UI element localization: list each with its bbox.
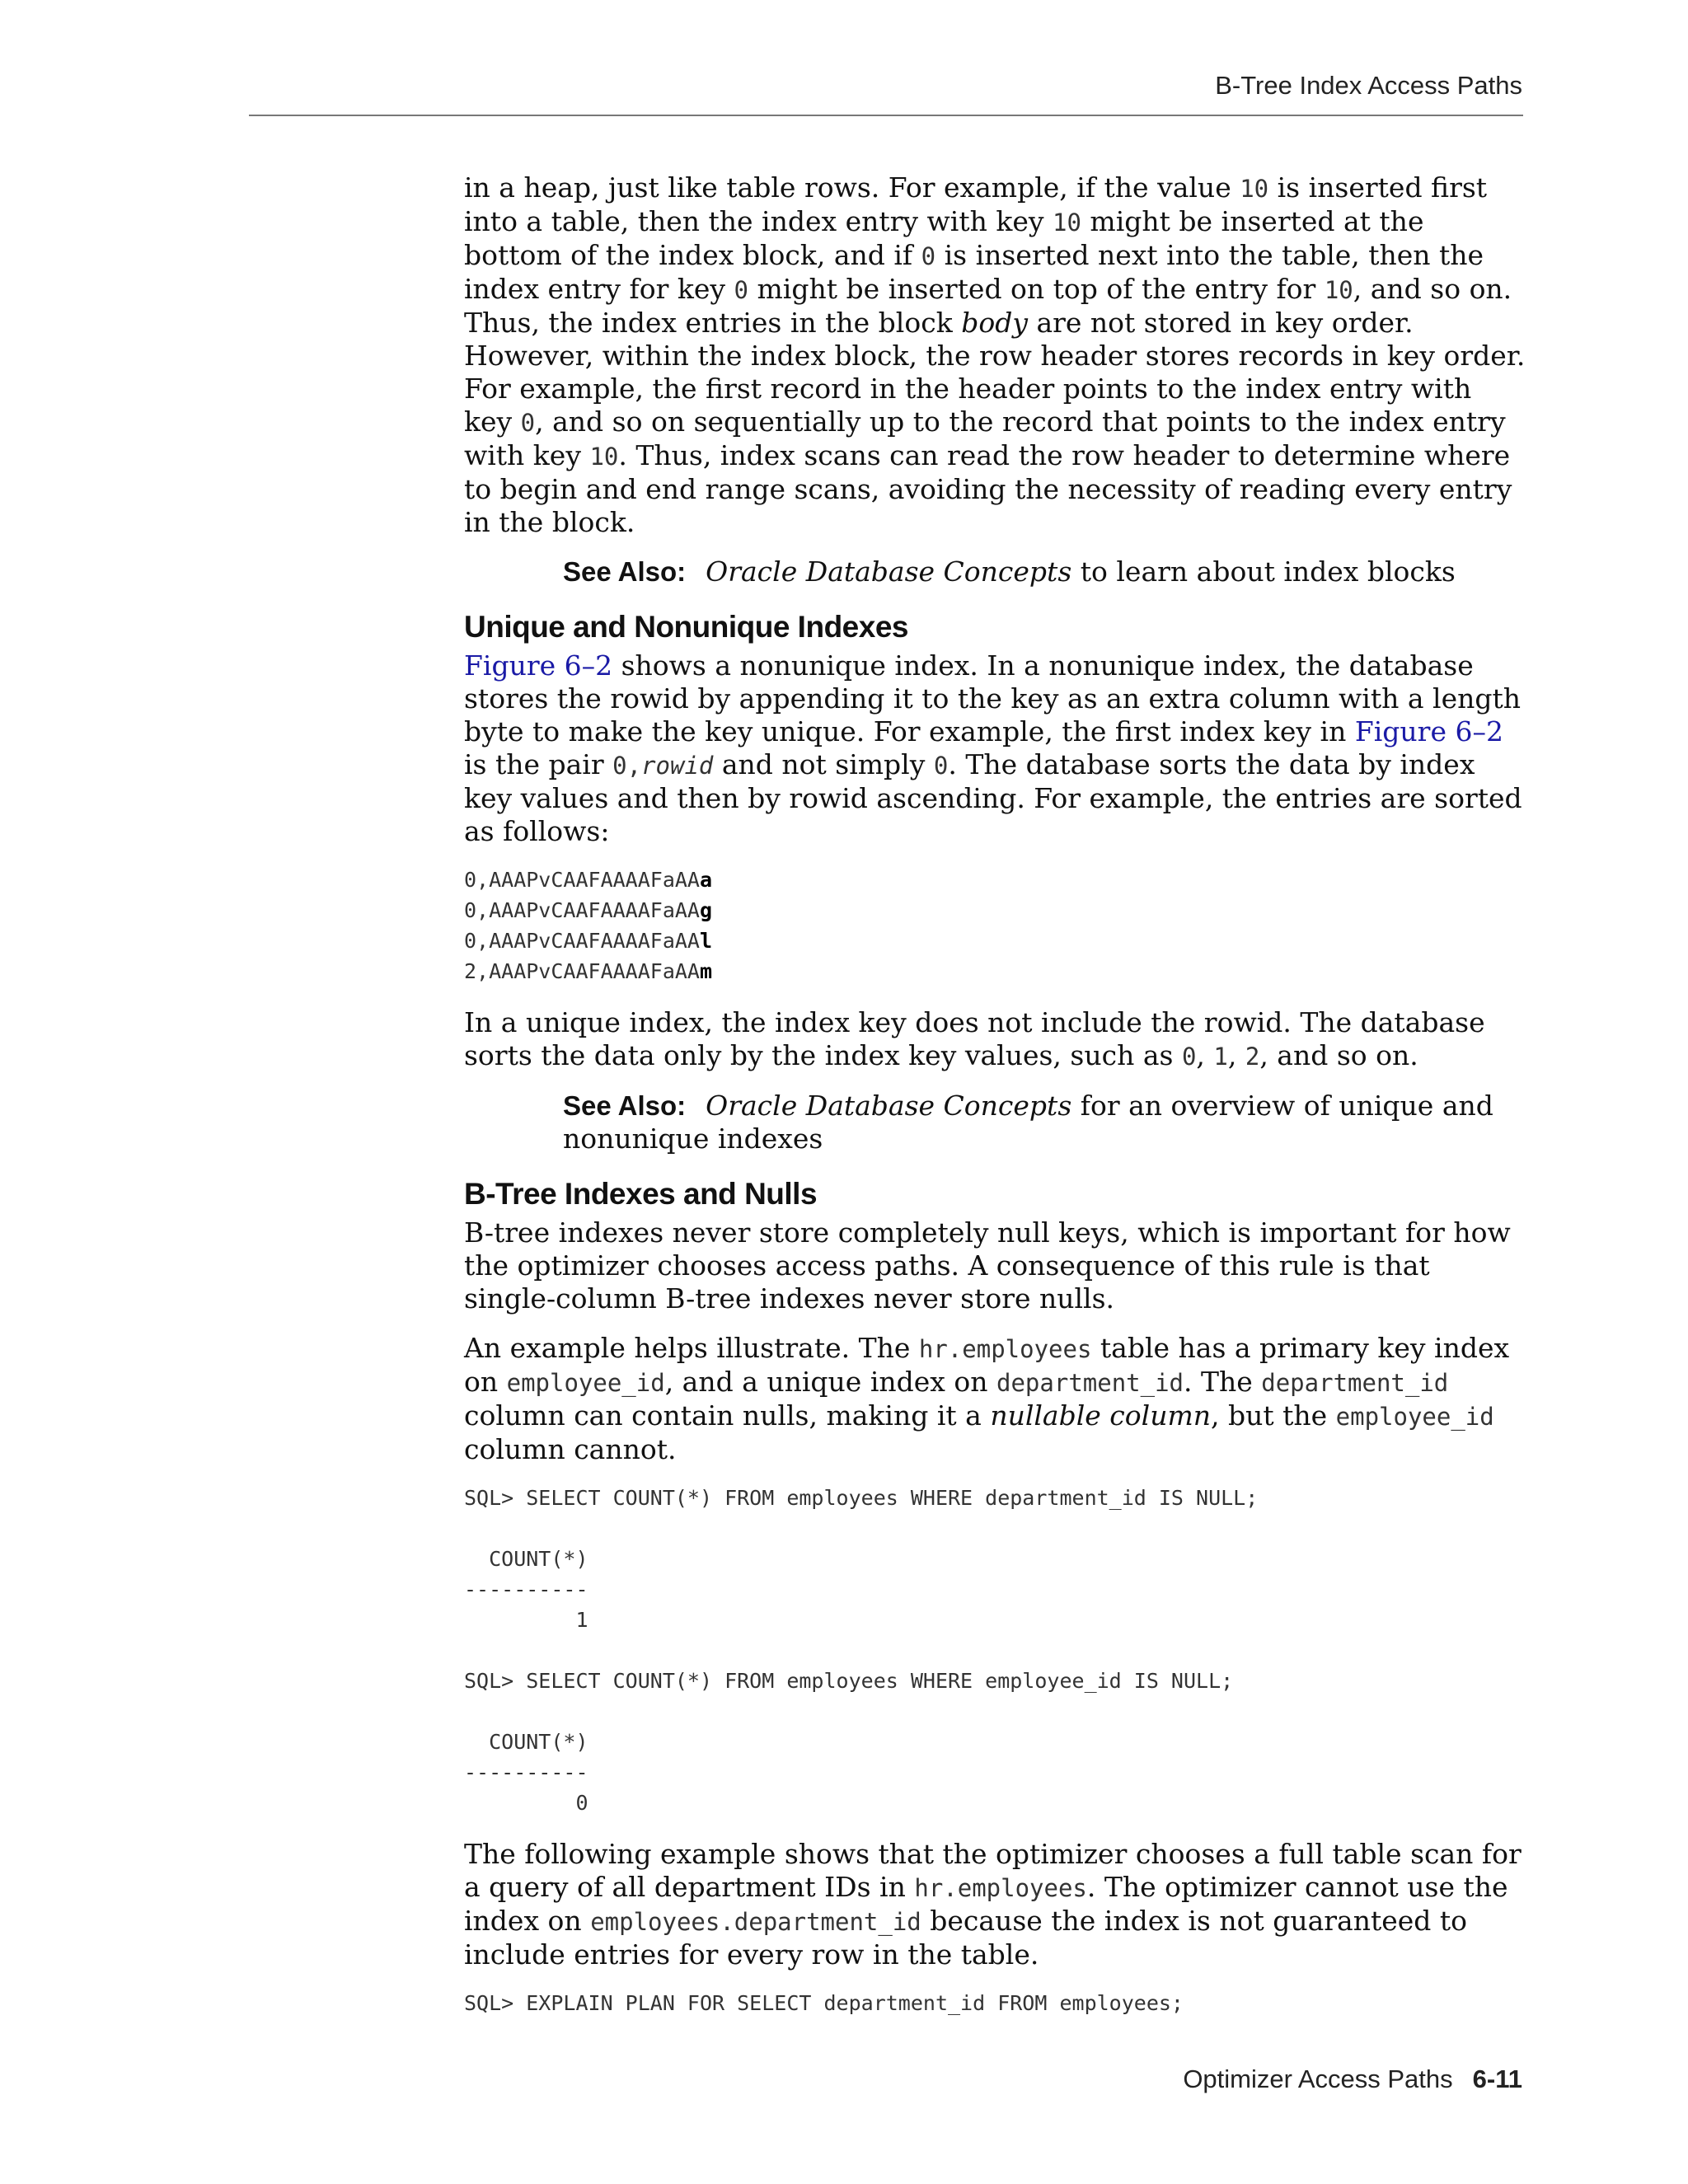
sql-code-block: SQL> EXPLAIN PLAN FOR SELECT department_id FROM employees; (464, 1991, 1184, 2015)
see-also-label: See Also: (563, 1090, 687, 1121)
paragraph-index-block: in a heap, just like table rows. For example, if the value 10 is inserted first into a table, then the index entry with key 10 might be inserted at the bottom of the index block, and if 0 is inserted next into the table, then the index entry for key 0 might be inserted on top of the entry for 10, and so on. Thus, the index entries in the block body are not stored in key order. However, within the index block, the row header stores records in key order. For example, the first record in the header points to the index entry with key 0, and so on sequentially up to the record that points to the index entry with key 10. Thus, index scans can read the row header to determine where to begin and end range scans, avoiding the necessity of reading every entry in the block. (464, 171, 1526, 538)
running-footer (1183, 2064, 1522, 2094)
see-also-reference[interactable]: Oracle Database Concepts (706, 1090, 1072, 1122)
figure-link[interactable]: Figure 6–2 (464, 649, 613, 682)
page-number: 6-11 (1472, 2064, 1522, 2093)
footer-section: Optimizer Access Paths (1183, 2064, 1453, 2093)
page-body (464, 171, 1527, 2038)
paragraph-full-scan: The following example shows that the optimizer chooses a full table scan for a query of all department IDs in hr.employees. The optimizer cannot use the index on employees.department_id because the index is not guaranteed to include entries for every row in the table. (464, 1838, 1522, 1971)
code-line: 0,AAAPvCAAFAAAAFaAAl (464, 929, 713, 953)
see-also-note: See Also: Oracle Database Concepts for an overview of unique and nonunique indexes (563, 1090, 1493, 1155)
figure-link[interactable]: Figure 6–2 (1354, 715, 1503, 748)
code-line: 0,AAAPvCAAFAAAAFaAAa (464, 868, 713, 892)
section-heading: Unique and Nonunique Indexes (464, 610, 908, 644)
see-also-reference[interactable]: Oracle Database Concepts (706, 555, 1072, 588)
code-line: 2,AAAPvCAAFAAAAFaAAm (464, 959, 713, 983)
sql-code-block: SQL> SELECT COUNT(*) FROM employees WHERE department_id IS NULL; COUNT(*) ---------- 1 SQL> SELECT COUNT(*) FROM employees WHERE employee_id IS NULL; COUNT(*) ---------- 0 (464, 1486, 1259, 1815)
running-header: B-Tree Index Access Paths (1215, 71, 1522, 100)
code-line: 0,AAAPvCAAFAAAAFaAAg (464, 898, 713, 922)
paragraph-unique: In a unique index, the index key does not include the rowid. The database sorts the data only by the index key values, such as 0, 1, 2, and so on. (464, 1006, 1485, 1071)
see-also-note: See Also: Oracle Database Concepts to learn about index blocks (563, 555, 1456, 588)
see-also-label: See Also: (563, 556, 687, 587)
header-divider (249, 115, 1523, 116)
paragraph-example: An example helps illustrate. The hr.employees table has a primary key index on employee_id, and a unique index on department_id. The department_id column can contain nulls, making it a nullable column, but the employee_id column cannot. (464, 1332, 1510, 1465)
sorted-entries-list (464, 865, 1527, 987)
paragraph-null-keys: B-tree indexes never store completely null keys, which is important for how the optimizer chooses access paths. A consequence of this rule is that single-column B-tree indexes never store nulls. (464, 1216, 1511, 1315)
paragraph-nonunique: Figure 6–2 shows a nonunique index. In a nonunique index, the database stores the rowid by appending it to the key as an extra column with a length byte to make the key unique. For example, the first index key in Figure 6–2 is the pair 0,rowid and not simply 0. The database sorts the data by index key values and then by rowid ascending. For example, the entries are sorted as follows: (464, 649, 1522, 847)
section-heading: B-Tree Indexes and Nulls (464, 1177, 818, 1211)
